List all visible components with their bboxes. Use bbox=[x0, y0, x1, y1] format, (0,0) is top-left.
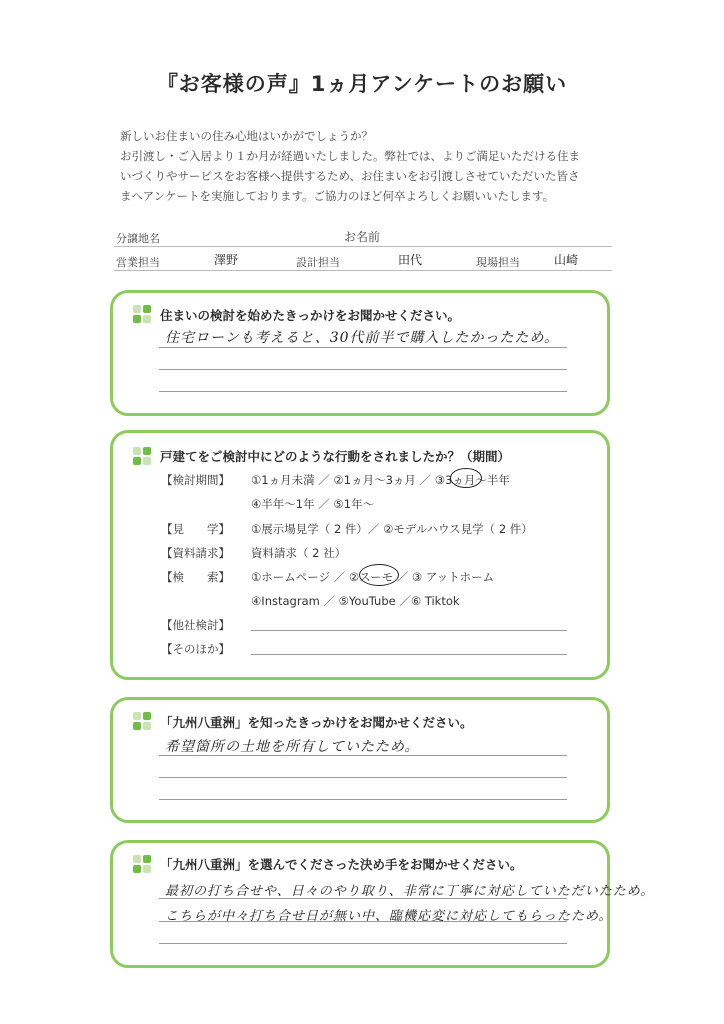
logo-icon bbox=[133, 447, 153, 467]
row-label: 【検 索】 bbox=[161, 570, 230, 584]
intro-line: 新しいお住まいの住み心地はいかがでしょうか？ bbox=[120, 129, 373, 143]
intro-line: まへアンケートを実施しております。ご協力のほど何卒よろしくお願いいたします。 bbox=[120, 189, 555, 203]
row-text: ①1ヵ月未満 ／ ②1ヵ月～3ヵ月 ／ ③3ヵ月～半年 bbox=[251, 473, 510, 487]
question-card-1 bbox=[110, 290, 610, 416]
selection-circle bbox=[450, 468, 482, 488]
row-text: 資料請求（ 2 社） bbox=[251, 546, 347, 560]
sales-value: 澤野 bbox=[214, 253, 239, 267]
row-text: ④Instagram ／ ⑤YouTube ／⑥ Tiktok bbox=[251, 594, 460, 608]
logo-icon bbox=[133, 712, 153, 732]
question-card-3 bbox=[110, 697, 610, 823]
question-title: 住まいの検討を始めたきっかけをお聞かせください。 bbox=[160, 308, 461, 323]
site-value: 山崎 bbox=[554, 253, 579, 267]
question-card-2 bbox=[110, 430, 610, 680]
question-title: 戸建てをご検討中にどのような行動をされましたか？（期間） bbox=[160, 449, 511, 464]
selection-circle bbox=[359, 564, 399, 586]
row-text: ①展示場見学（ 2 件）／ ②モデルハウス見学（ 2 件） bbox=[251, 522, 533, 536]
row-text: ①ホームページ ／ ②スーモ ／ ③ アットホーム bbox=[251, 570, 495, 584]
intro-line: いづくりやサービスをお客様へ提供するため、お住まいをお引渡しさせていただいた皆さ bbox=[120, 169, 580, 183]
question-card-4 bbox=[110, 840, 655, 968]
handwritten-answer: 希望箇所の土地を所有していたため。 bbox=[165, 739, 420, 755]
handwritten-answer: 住宅ローンも考えると、30代前半で購入したかったため。 bbox=[165, 330, 559, 346]
logo-icon bbox=[133, 305, 153, 325]
meta-section bbox=[114, 226, 612, 276]
row-label: 【資料請求】 bbox=[161, 546, 230, 560]
row-label: 【他社検討】 bbox=[161, 618, 230, 632]
question-title: 「九州八重洲」を知ったきっかけをお聞かせください。 bbox=[160, 715, 473, 730]
site-label: 現場担当 bbox=[476, 256, 520, 269]
row-label: 【見 学】 bbox=[161, 522, 230, 536]
row-label: 【検討期間】 bbox=[161, 473, 230, 487]
intro-text bbox=[120, 126, 600, 206]
intro-line: お引渡し・ご入居より１か月が経過いたしました。弊社では、よりご満足いただける住ま bbox=[120, 149, 580, 163]
question-title: 「九州八重洲」を選んでくださった決め手をお聞かせください。 bbox=[160, 857, 523, 872]
name-label: お名前 bbox=[344, 230, 381, 244]
row-label: 【そのほか】 bbox=[161, 642, 230, 656]
page-title: 『お客様の声』1ヵ月アンケートのお願い bbox=[156, 72, 568, 96]
area-label: 分譲地名 bbox=[116, 232, 160, 245]
design-value: 田代 bbox=[398, 253, 423, 267]
handwritten-answer: 最初の打ち合せや、日々のやり取り、非常に丁寧に対応していただいたため。 bbox=[165, 884, 655, 899]
handwritten-answer: こちらが中々打ち合せ日が無い中、臨機応変に対応してもらったため。 bbox=[165, 909, 613, 924]
row-text: ④半年～1年 ／ ⑤1年～ bbox=[251, 497, 375, 511]
logo-icon bbox=[133, 855, 153, 875]
sales-label: 営業担当 bbox=[116, 256, 160, 269]
design-label: 設計担当 bbox=[296, 256, 340, 269]
